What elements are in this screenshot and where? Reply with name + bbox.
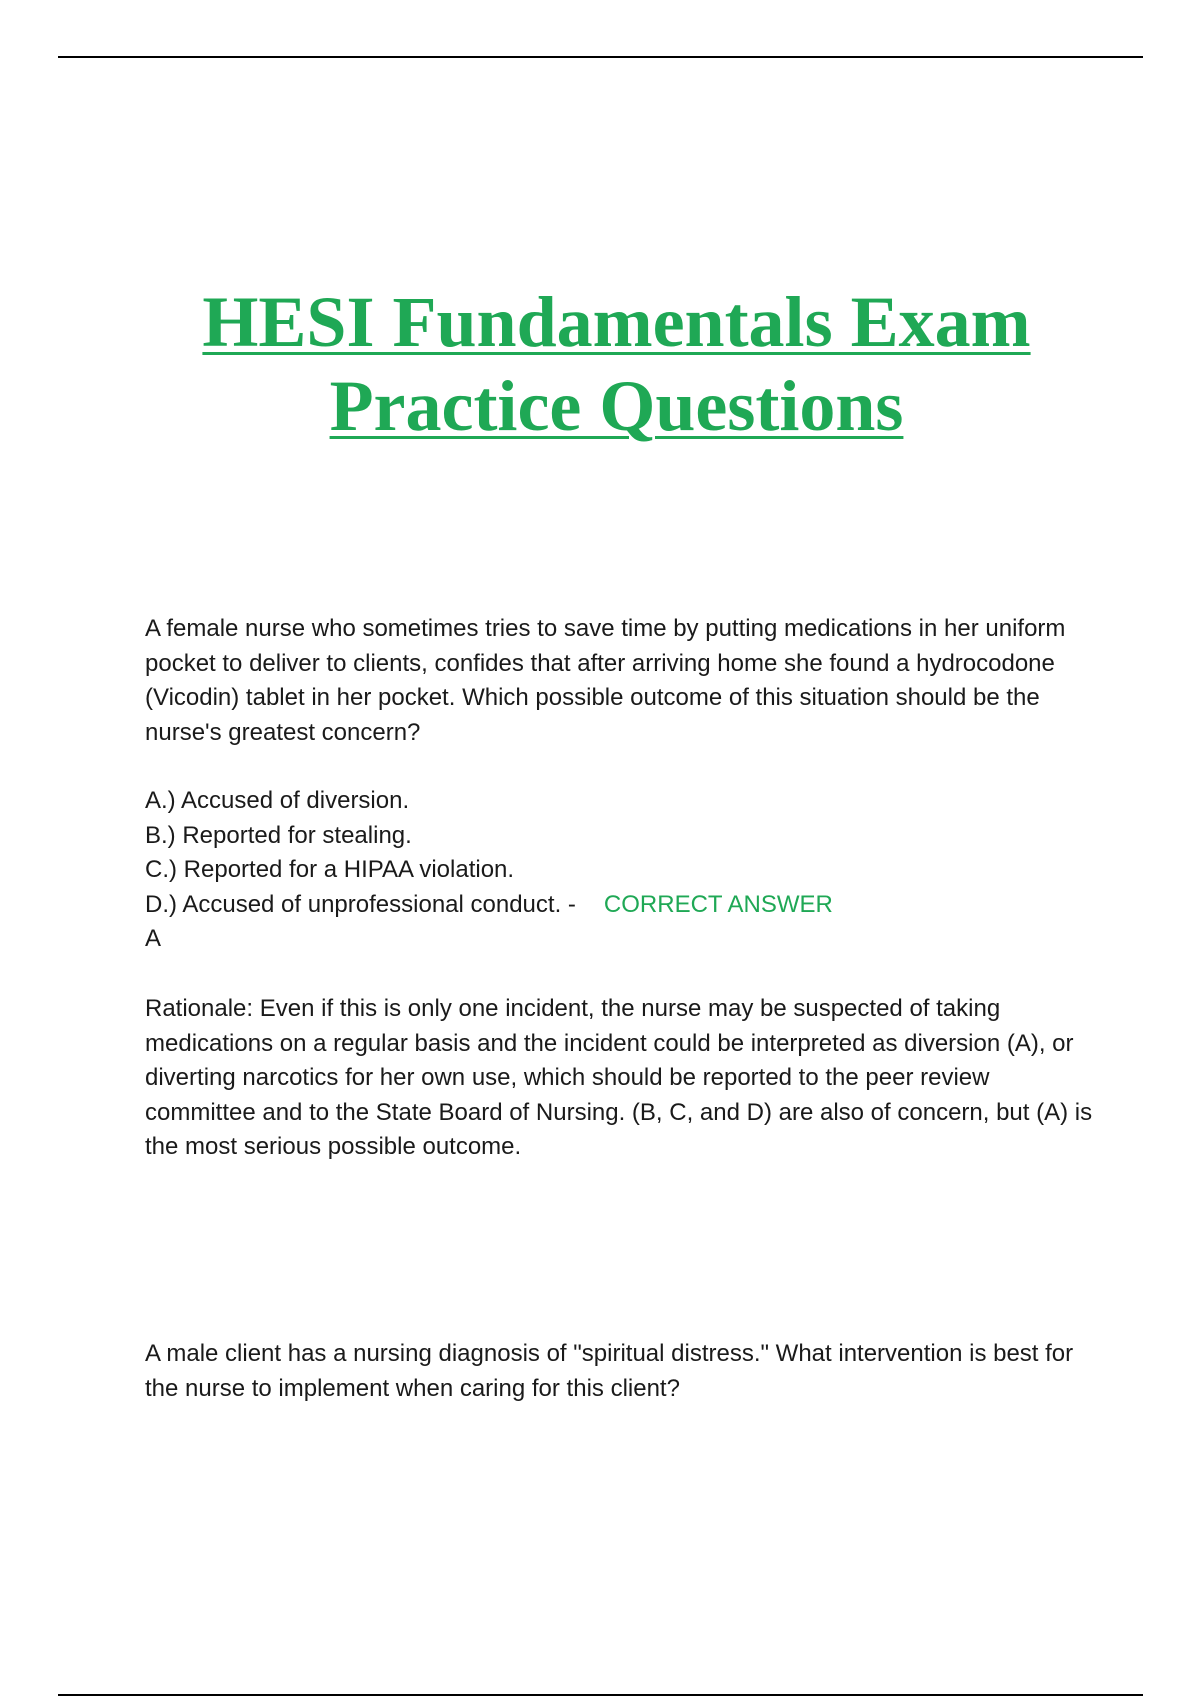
title-line-1: HESI Fundamentals Exam xyxy=(202,282,1031,362)
option-d-row xyxy=(145,888,1095,923)
correct-answer-value: A xyxy=(145,925,162,952)
option-a: A.) Accused of diversion. xyxy=(145,787,410,814)
option-d: D.) Accused of unprofessional conduct. - xyxy=(145,890,576,918)
title-line-2: Practice Questions xyxy=(329,366,904,446)
bottom-rule xyxy=(58,1694,1143,1696)
question-1-stem: A female nurse who sometimes tries to save time by putting medications in her uniform pocket to deliver to clients, confides that after arriving home she found a hydrocodone (Vicodin) tablet in her pocket. Which possible outcome of this situation should be the nurse's greatest concern? xyxy=(145,615,1066,746)
document-title xyxy=(0,280,1200,448)
question-1-rationale: Rationale: Even if this is only one incident, the nurse may be suspected of taking medications on a regular basis and the incident could be interpreted as diversion (A), or diverting narcotics for her own use, which should be reported to the peer review committee and to the State Board of Nursing. (B, C, and D) are also of concern, but (A) is the most serious possible outcome. xyxy=(145,995,1093,1160)
option-b: B.) Reported for stealing. xyxy=(145,821,412,849)
question-1-options xyxy=(145,784,1095,957)
option-c: C.) Reported for a HIPAA violation. xyxy=(145,856,515,883)
correct-answer-label: CORRECT ANSWER xyxy=(603,890,833,918)
question-2-stem: A male client has a nursing diagnosis of "spiritual distress." What intervention is best for the nurse to implement when caring for this client? xyxy=(145,1340,1074,1402)
top-rule xyxy=(58,56,1143,58)
